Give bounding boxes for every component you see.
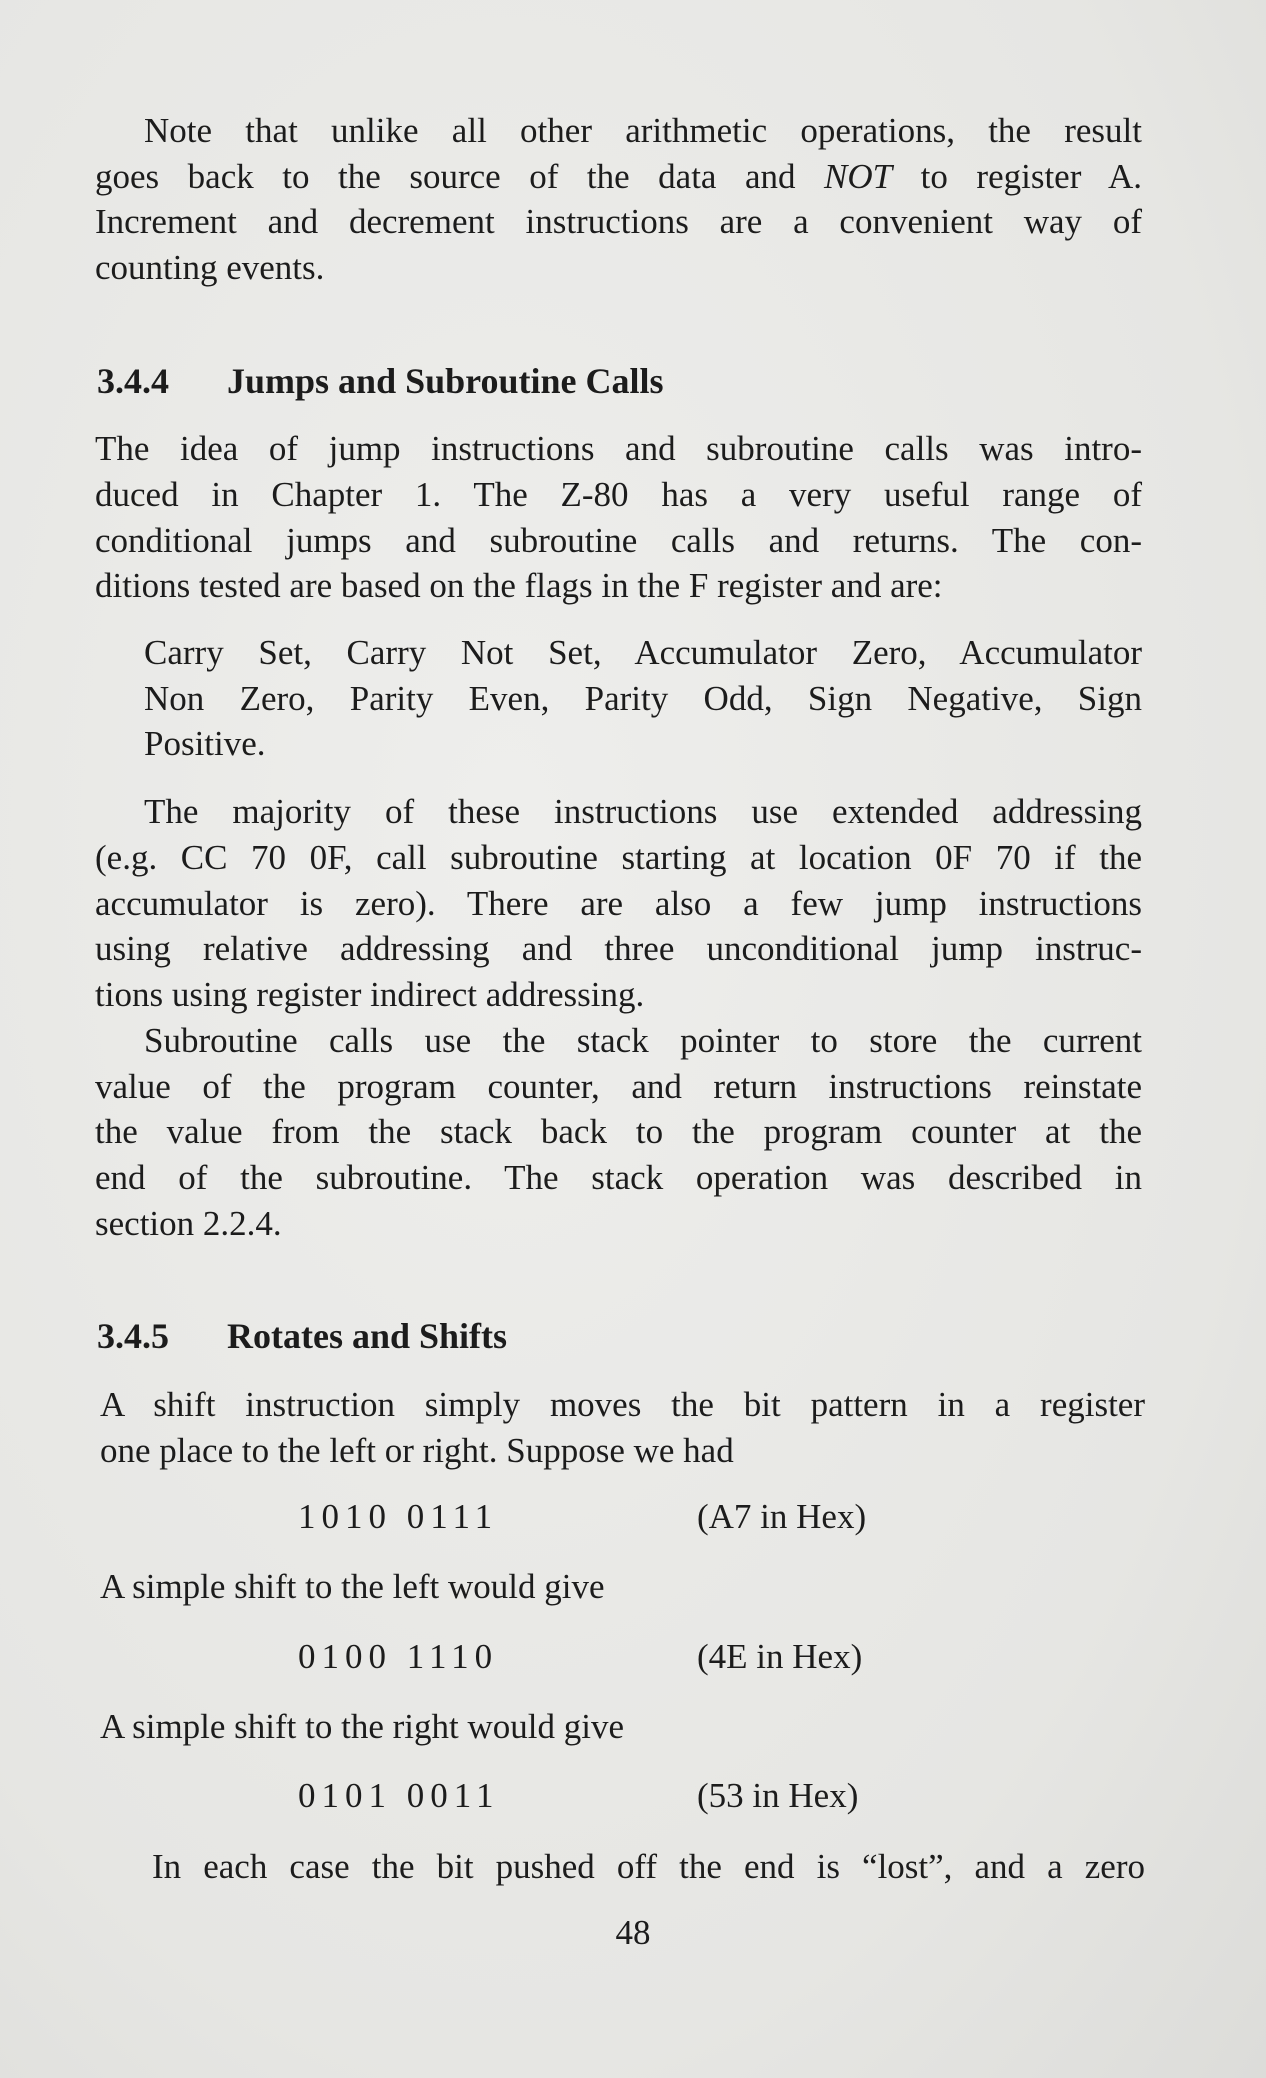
example2-hex: (4E in Hex) [697, 1637, 863, 1676]
para1-line4: counting events. [95, 248, 325, 287]
para1-line2-post: to register A. [892, 157, 1142, 196]
section-3-4-5-heading [97, 1313, 507, 1359]
section-3-4-4-title: Jumps and Subroutine Calls [227, 361, 664, 401]
example1-hex: (A7 in Hex) [697, 1497, 867, 1536]
para5-line1: A shift instruction simply moves the bit pattern in a register [100, 1385, 1145, 1424]
example3-bits: 0101 0011 [298, 1776, 500, 1815]
conditions-line3: Positive. [144, 724, 266, 763]
para4-line2: value of the program counter, and return instructions reinstate [95, 1067, 1142, 1106]
para2-line1: The idea of jump instructions and subroutine calls was intro- [95, 429, 1142, 468]
para3-line4: using relative addressing and three unconditional jump instruc- [95, 929, 1142, 968]
para5-line2: one place to the left or right. Suppose we had [100, 1431, 734, 1470]
section-3-4-4-number: 3.4.4 [97, 361, 169, 401]
shift-left-text: A simple shift to the left would give [100, 1567, 605, 1606]
para2-line4: ditions tested are based on the flags in the F register and are: [95, 566, 943, 605]
para3-line5: tions using register indirect addressing. [95, 975, 645, 1014]
example1-bits: 1010 0111 [298, 1497, 499, 1536]
para3-line1: The majority of these instructions use extended addressing [144, 792, 1142, 831]
section-3-4-5-number: 3.4.5 [97, 1316, 169, 1356]
para2-line2: duced in Chapter 1. The Z-80 has a very useful range of [95, 475, 1142, 514]
para2-line3: conditional jumps and subroutine calls and returns. The con- [95, 521, 1142, 560]
para1-line2 [95, 154, 1142, 200]
para4-line5: section 2.2.4. [95, 1204, 282, 1243]
section-3-4-4-heading [97, 358, 664, 404]
example3-hex: (53 in Hex) [697, 1776, 859, 1815]
para3-line2: (e.g. CC 70 0F, call subroutine starting at location 0F 70 if the [95, 838, 1142, 877]
page-number: 48 [615, 1913, 651, 1952]
conditions-line1: Carry Set, Carry Not Set, Accumulator Zero, Accumulator [144, 633, 1142, 672]
para6-line1: In each case the bit pushed off the end is “lost”, and a zero [152, 1847, 1145, 1886]
para4-line1: Subroutine calls use the stack pointer to store the current [144, 1021, 1142, 1060]
para4-line4: end of the subroutine. The stack operation was described in [95, 1158, 1142, 1197]
para4-line3: the value from the stack back to the program counter at the [95, 1112, 1142, 1151]
para1-line2-pre: goes back to the source of the data and [95, 157, 825, 196]
para3-line3: accumulator is zero). There are also a few jump instructions [95, 884, 1142, 923]
shift-right-text: A simple shift to the right would give [100, 1707, 624, 1746]
para1-line1: Note that unlike all other arithmetic operations, the result [144, 111, 1142, 150]
section-3-4-5-title: Rotates and Shifts [227, 1316, 508, 1356]
example2-bits: 0100 1110 [298, 1637, 499, 1676]
para1-line2-emphasis: NOT [824, 157, 893, 196]
para1-line3: Increment and decrement instructions are a convenient way of [95, 202, 1142, 241]
conditions-line2: Non Zero, Parity Even, Parity Odd, Sign Negative, Sign [144, 679, 1142, 718]
